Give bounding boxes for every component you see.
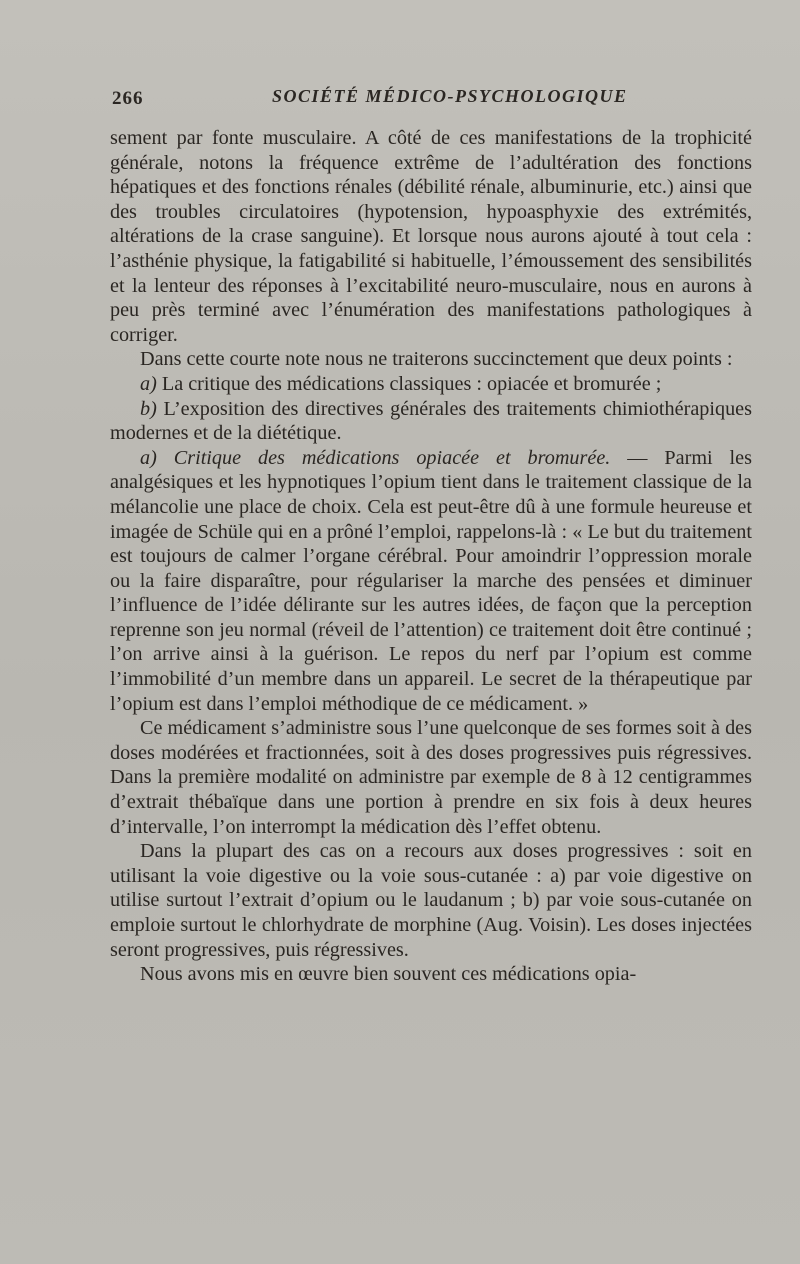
- paragraph-intro-points: Dans cette courte note nous ne traiterons succinctement que deux points :: [140, 348, 733, 371]
- list-item-a-letter: a): [140, 372, 157, 395]
- page-header: [0, 84, 800, 114]
- list-item-b: [110, 397, 752, 446]
- running-title: SOCIÉTÉ MÉDICO-PSYCHOLOGIQUE: [272, 86, 628, 106]
- section-a-paragraph: [110, 446, 752, 717]
- list-item-b-text: L’exposition des directives générales des traitements chimiothérapiques modernes et de la diététique.: [110, 397, 752, 445]
- section-a-letter: a): [140, 446, 157, 469]
- list-item-a: [110, 372, 752, 397]
- section-a-text: — Parmi les analgésiques et les hypnotiques l’opium tient dans le traitement classique de la mélancolie une place de choix. Cela est peut-être dû à une formule heureuse et imagée de Schüle qui en a prôné l’emploi, rappelons-là : « Le but du traitement est toujours de calmer l’organe cérébral. Pour amoindrir l’oppression morale ou la faire disparaître, pour régulariser la marche des pensées et diminuer l’influence de l’idée délirante sur les autres idées, de façon que la perception reprenne son jeu normal (réveil de l’attention) ce traitement doit être continué ; l’on arrive ainsi à la guérison. Le repos du nerf par l’opium est comme l’immobilité d’un membre dans un appareil. Le secret de la thérapeutique par l’opium est dans l’emploi méthodique de ce médicament. »: [110, 446, 752, 715]
- paragraph-progressive-doses: Dans la plupart des cas on a recours aux doses progressives : soit en utilisant la voie digestive ou la voie sous-cutanée : a) par voie digestive on utilise surtout l’extrait d’opium ou le laudanum ; b) par voie sous-cutanée on emploie surtout le chlorhydrate de morphine (Aug. Voisin). Les doses injectées seront progressives, puis régressives.: [110, 840, 752, 961]
- body-text: [110, 126, 752, 987]
- paragraph-continuation: Nous avons mis en œuvre bien souvent ces médications opia-: [140, 963, 637, 986]
- paragraph-trophicity: sement par fonte musculaire. A côté de ces manifestations de la trophicité générale, notons la fréquence extrême de l’adultération des fonctions hépatiques et des fonctions rénales (débilité rénale, albuminurie, etc.) ainsi que des troubles circulatoires (hypotension, hypoasphyxie des extrémités, altérations de la crase sanguine). Et lorsque nous aurons ajouté à tout cela : l’asthénie physique, la fatigabilité si habituelle, l’émoussement des sensibilités et la lenteur des réponses à l’excitabilité neuro-musculaire, nous en aurons à peu près terminé avec l’énumération des manifestations pathologiques à corriger.: [110, 127, 752, 346]
- list-item-a-text: La critique des médications classiques : opiacée et bromurée ;: [156, 372, 662, 395]
- section-a-heading: Critique des médications opiacée et bromurée.: [156, 446, 611, 469]
- list-item-b-letter: b): [140, 397, 157, 420]
- paragraph-administration: Ce médicament s’administre sous l’une quelconque de ses formes soit à des doses modérées et fractionnées, soit à des doses progressives puis régressives. Dans la première modalité on administre par exemple de 8 à 12 centigrammes d’extrait thébaïque dans une portion à prendre en six fois à deux heures d’intervalle, l’on interrompt la médication dès l’effet obtenu.: [110, 717, 752, 838]
- page-number: 266: [112, 88, 144, 109]
